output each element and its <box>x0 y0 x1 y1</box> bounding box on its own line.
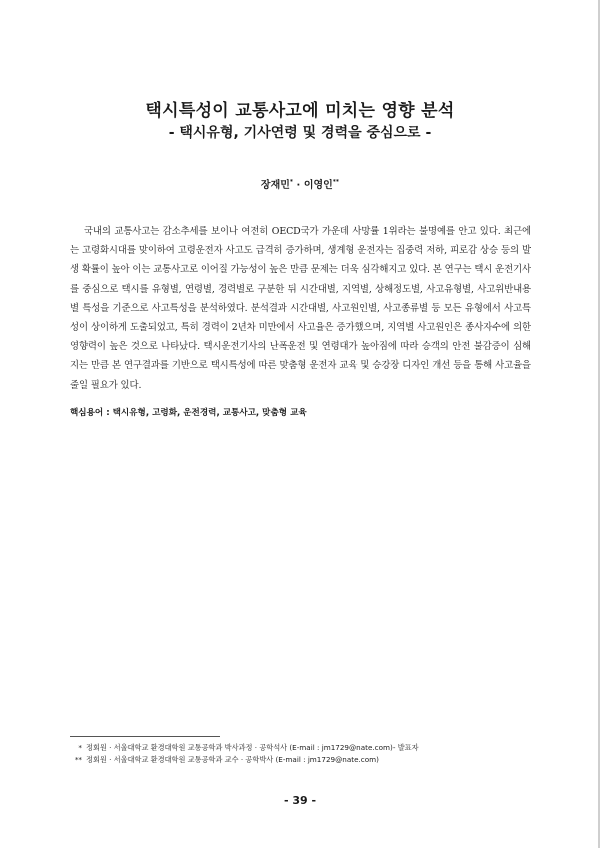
footnote-item <box>70 743 540 753</box>
author-mark-first: * <box>289 178 294 186</box>
author-separator: · <box>293 180 304 191</box>
paper-subtitle: - 택시유형, 기사연령 및 경력을 중심으로 - <box>168 125 432 141</box>
footnote-mark: ** <box>74 755 82 764</box>
footnote-item <box>70 755 540 765</box>
footnote-mark: * <box>78 743 82 752</box>
author-name-first: 장재민 <box>260 180 290 191</box>
paper-title: 택시특성이 교통사고에 미치는 영향 분석 <box>145 101 455 121</box>
author-name-second: 이영인 <box>303 180 333 191</box>
footnote-divider <box>70 736 220 737</box>
page-number: - 39 - <box>283 794 317 807</box>
footnote-text: 정회원 · 서울대학교 환경대학원 교통공학과 박사과정 · 공학석사 (E-mail : jm1729@nate.com)- 발표자 <box>86 743 419 752</box>
keywords-line: 핵심용어 : 택시유형, 고령화, 운전경력, 교통사고, 맞춤형 교육 <box>70 408 307 418</box>
author-mark-second: ** <box>332 178 340 186</box>
author-line <box>0 176 600 191</box>
abstract-paragraph: 국내의 교통사고는 감소추세를 보이나 여전히 OECD국가 가운데 사망률 1위라는 불명예를 안고 있다. 최근에는 고령화시대를 맞이하여 고령운전자 사고도 급격히 증가하며, 생계형 운전자는 집중력 저하, 피로감 상승 등의 발생 확률이 높아 이는 교통사고로 이어질 가능성이 높은 만큼 문제는 더욱 심각해지고 있다. 본 연구는 택시 운전기사를 중심으로 택시를 유형별, 연령별, 경력별로 구분한 뒤 시간대별, 지역별, 상해정도별, 사고유형별, 사고위반내용별 특성을 기준으로 사고특성을 분석하였다. 분석결과 시간대별, 사고원인별, 사고종류별 등 모든 유형에서 사고특성이 상이하게 도출되었고, 특히 경력이 2년차 미만에서 사고율은 증가했으며, 지역별 사고원인은 종사자수에 의한 영향력이 높은 것으로 나타났다. 택시운전기사의 난폭운전 및 연령대가 높아짐에 따라 승객의 안전 불감증이 심해지는 만큼 본 연구결과를 기반으로 택시특성에 따른 맞춤형 운전자 교육 및 승강장 디자인 개선 등을 통해 사고율을 줄일 필요가 있다. <box>70 226 531 391</box>
footnote-text: 정회원 · 서울대학교 환경대학원 교통공학과 교수 · 공학박사 (E-mail : jm1729@nate.com) <box>86 755 379 764</box>
